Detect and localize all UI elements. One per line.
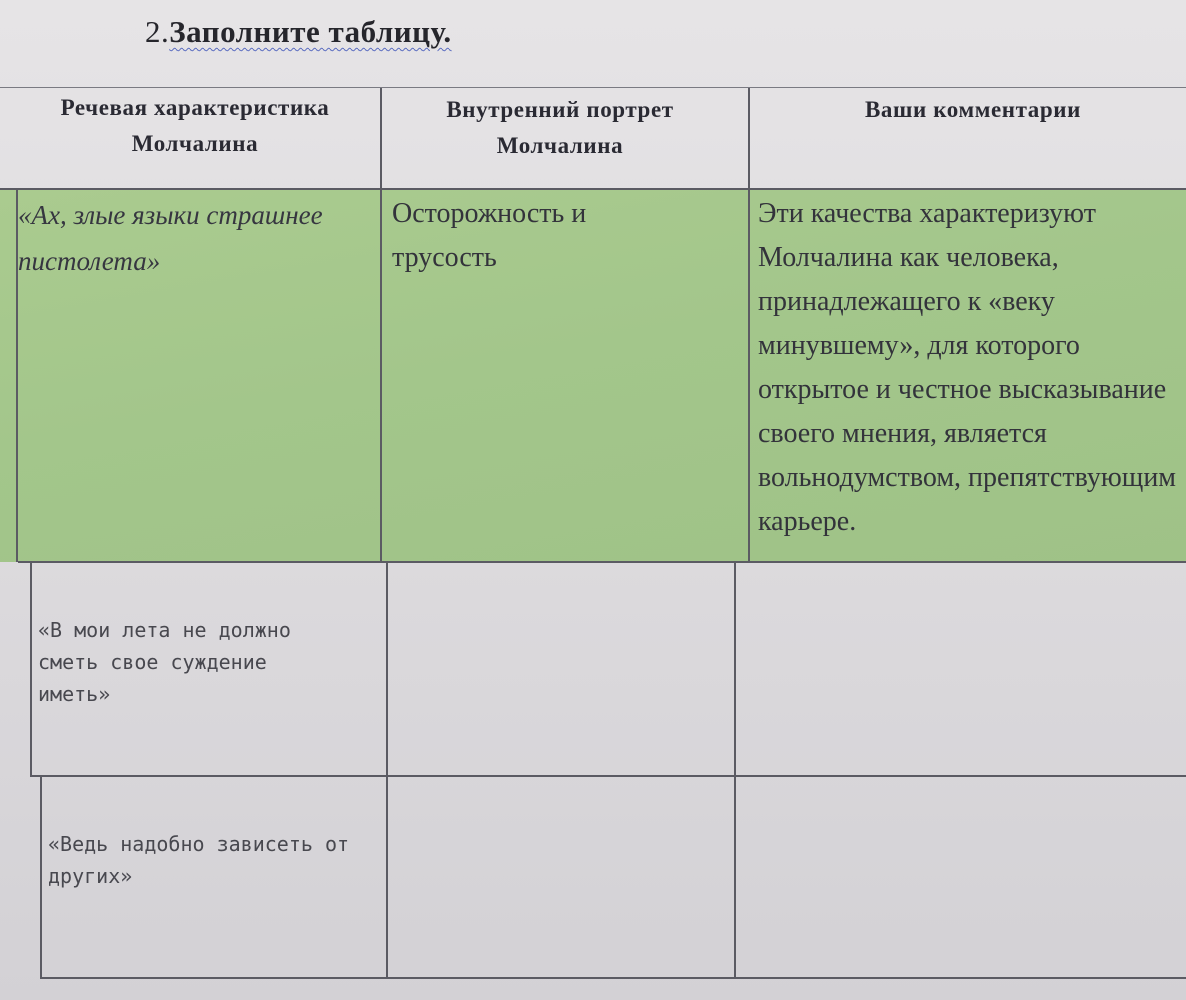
- task-number: 2.: [145, 14, 170, 49]
- row2-speech: «В мои лета не должно сметь свое суждение иметь»: [38, 618, 291, 706]
- row2-comment: [742, 568, 1182, 768]
- row3-portrait: [392, 782, 728, 972]
- left-border-upper: [16, 190, 18, 562]
- row3-comment: [742, 782, 1182, 972]
- row1-divider: [18, 561, 1186, 563]
- row1-comment: Эти качества характеризуют Молчалина как человека, принадлежащего к «веку минувшему», для которого открытое и честное высказывание своего мнения, является вольнодумством, препятствующим карьере.: [758, 198, 1177, 537]
- col-divider-1-lower: [386, 562, 388, 978]
- header-comments: Ваши комментарии: [864, 97, 1082, 122]
- table-border-top: [0, 87, 1186, 88]
- row2-divider: [30, 775, 1186, 777]
- col-divider-2-upper: [748, 88, 750, 562]
- row1-portrait: Осторожность и трусость: [392, 198, 587, 273]
- header-divider: [0, 188, 1186, 190]
- header-portrait: Внутренний портрет Молчалина: [446, 97, 674, 158]
- task-title: [145, 14, 452, 50]
- col-divider-2-lower: [734, 562, 736, 978]
- row3-speech: «Ведь надобно зависеть от других»: [48, 832, 350, 888]
- left-border-bottom: [40, 776, 42, 978]
- header-speech: Речевая характеристика Молчалина: [60, 95, 330, 156]
- col-divider-1-upper: [380, 88, 382, 562]
- row2-portrait: [392, 568, 728, 768]
- task-text: Заполните таблицу.: [169, 14, 452, 49]
- left-border-lower: [30, 562, 32, 776]
- row1-speech: «Ах, злые языки страшнее пистолета»: [18, 200, 323, 276]
- table-border-bottom: [40, 977, 1186, 979]
